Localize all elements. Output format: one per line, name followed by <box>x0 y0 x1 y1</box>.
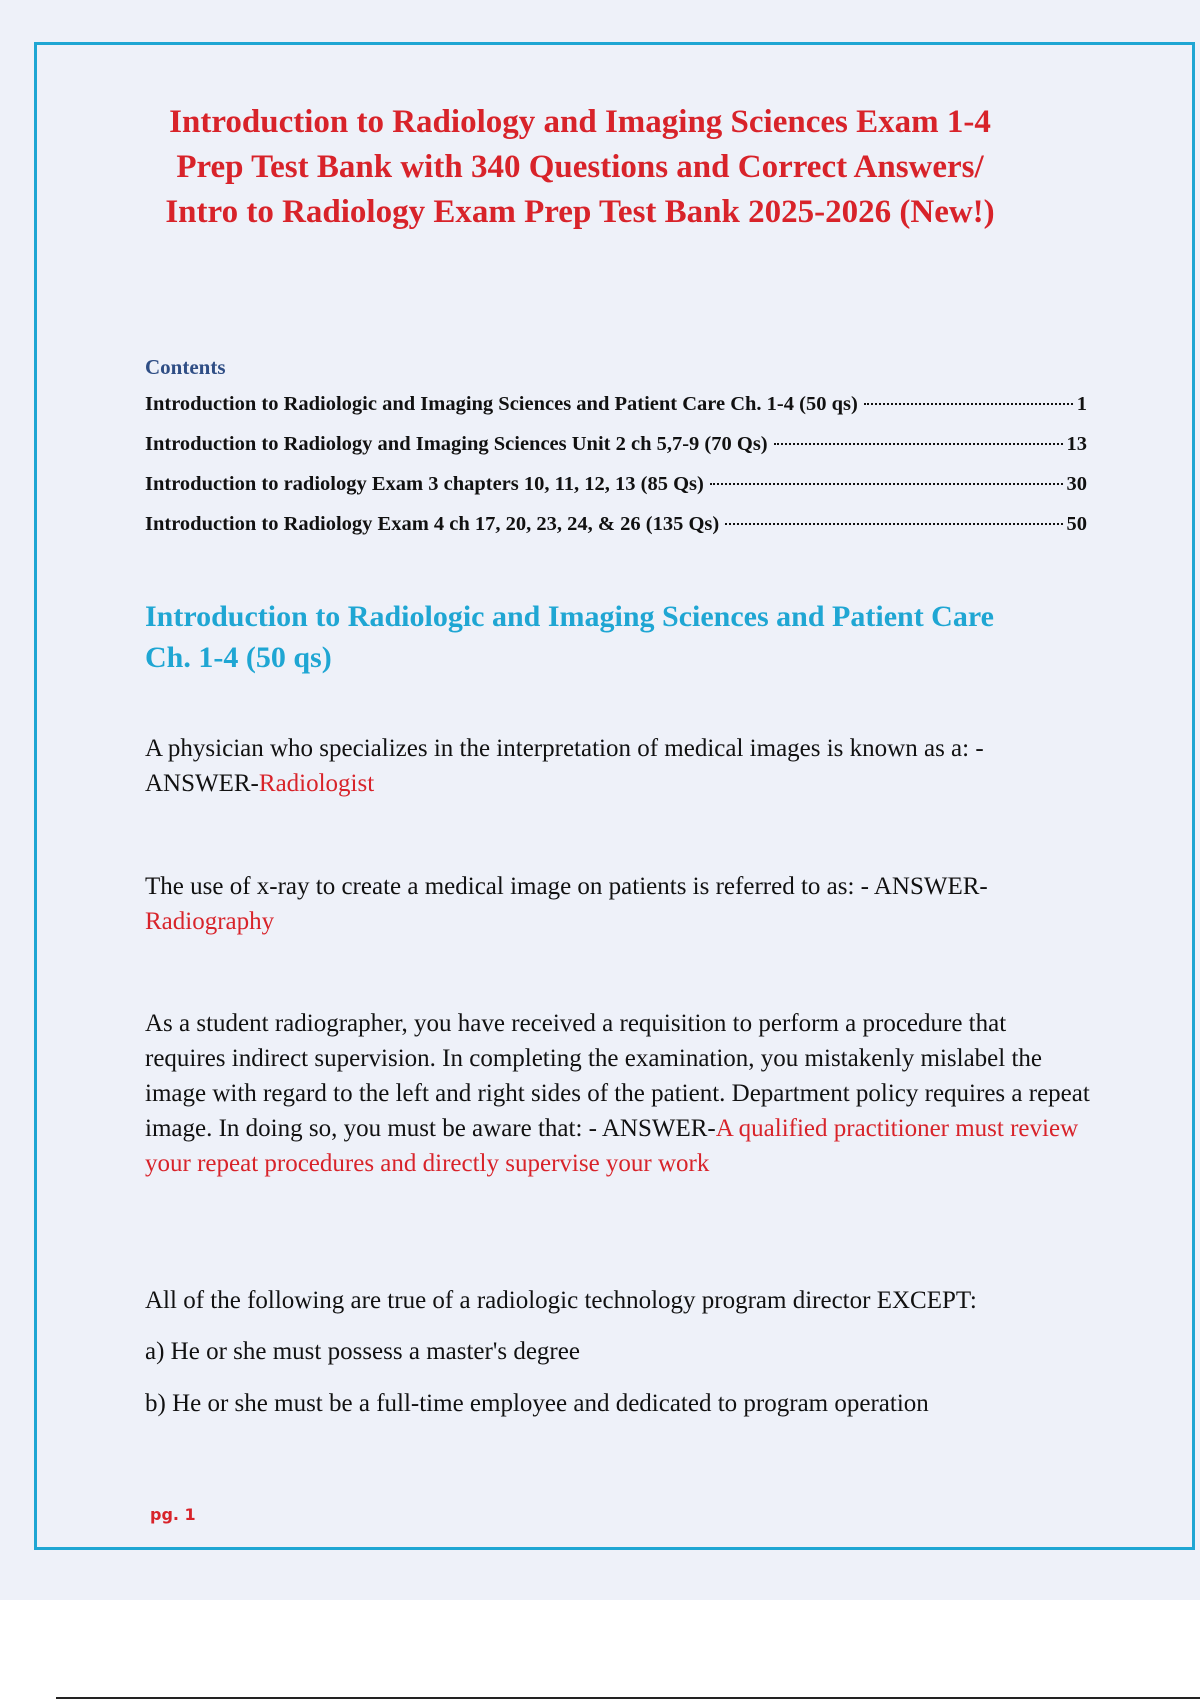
toc-entry-label: Introduction to Radiology and Imaging Sciences Unit 2 ch 5,7-9 (70 Qs) <box>145 433 768 455</box>
document-title <box>80 100 1080 235</box>
question-item <box>145 1283 1090 1318</box>
answer-option: b) He or she must be a full-time employee and dedicated to program operation <box>145 1390 929 1417</box>
document-title-line: Introduction to Radiology and Imaging Sciences Exam 1-4 <box>169 104 991 140</box>
toc-entry[interactable] <box>145 424 1087 464</box>
question-item <box>145 731 1090 801</box>
toc-entry-page: 30 <box>1066 473 1087 495</box>
toc-entry[interactable] <box>145 504 1087 544</box>
answer-text: A qualified practitioner must review your repeat procedures and directly supervise your work <box>145 1115 1079 1177</box>
answer-text: Radiologist <box>258 770 375 797</box>
toc-entry-label: Introduction to Radiology Exam 4 ch 17, 20, 23, 24, & 26 (135 Qs) <box>145 513 720 535</box>
toc-entry-label: Introduction to Radiologic and Imaging Sciences and Patient Care Ch. 1-4 (50 qs) <box>145 393 858 415</box>
page-divider <box>56 1697 1200 1699</box>
document-title-line: Prep Test Bank with 340 Questions and Correct Answers/ <box>176 149 984 185</box>
question-item <box>145 1006 1090 1181</box>
toc-dot-leader <box>774 442 1063 445</box>
question-text: The use of x-ray to create a medical image on patients is referred to as: - ANSWER- <box>145 873 988 900</box>
toc-dot-leader <box>864 402 1073 405</box>
page-number: pg. 1 <box>150 1505 196 1524</box>
toc-entry-page: 13 <box>1066 433 1087 455</box>
toc-dot-leader <box>725 522 1062 525</box>
toc-entry[interactable] <box>145 384 1087 424</box>
section-heading-line: Ch. 1-4 (50 qs) <box>145 641 332 674</box>
section-heading <box>145 596 1095 678</box>
document-title-line: Intro to Radiology Exam Prep Test Bank 2025-2026 (New!) <box>165 194 995 230</box>
toc-entry[interactable] <box>145 464 1087 504</box>
toc-entry-label: Introduction to radiology Exam 3 chapters 10, 11, 12, 13 (85 Qs) <box>145 473 704 495</box>
answer-text: Radiography <box>145 908 275 935</box>
question-text: As a student radiographer, you have received a requisition to perform a procedure that requires indirect supervision. In completing the examination, you mistakenly mislabel the image with regard to the left and right sides of the patient. Department policy requires a repeat image. In doing so, you must be aware that: - ANSWER- <box>145 1010 1090 1142</box>
question-text: A physician who specializes in the interpretation of medical images is known as a: - ANSWER- <box>145 735 984 797</box>
table-of-contents <box>145 352 1087 544</box>
toc-entry-page: 1 <box>1076 393 1087 415</box>
question-item <box>145 869 1090 939</box>
toc-heading: Contents <box>145 355 226 379</box>
answer-option: a) He or she must possess a master's degree <box>145 1338 580 1365</box>
section-heading-line: Introduction to Radiologic and Imaging Sciences and Patient Care <box>145 600 994 633</box>
toc-dot-leader <box>710 482 1063 485</box>
toc-entry-page: 50 <box>1066 513 1087 535</box>
question-text: All of the following are true of a radiologic technology program director EXCEPT: <box>145 1287 977 1314</box>
